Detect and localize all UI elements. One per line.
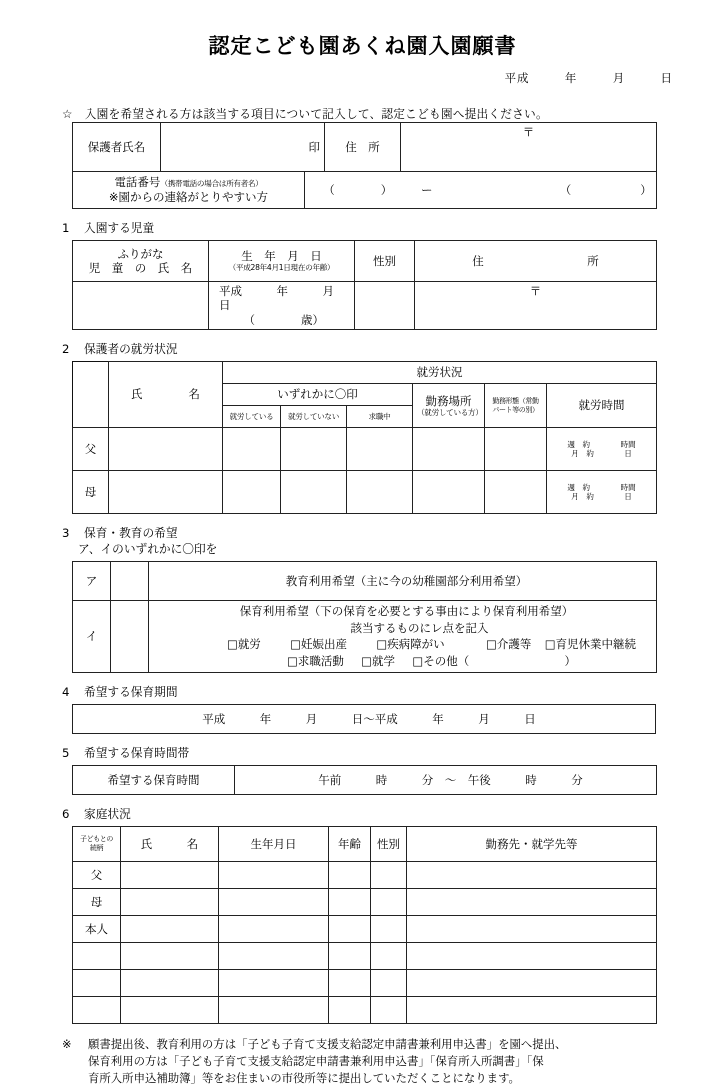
footer-note — [62, 1036, 725, 1087]
family-row-1-relation: 父 — [73, 861, 121, 888]
postal-mark-icon: 〒 — [522, 125, 535, 139]
date-day-label[interactable]: 日 — [660, 71, 673, 85]
section-3-number: 3 — [62, 526, 70, 541]
guardian-name-label: 保護者氏名 — [73, 123, 161, 172]
father-workplace-input[interactable] — [413, 428, 485, 471]
birthdate-note: （平成28年4月1日現在の年齢） — [228, 263, 335, 273]
note-line-3: 育所入所申込補助簿」等をお住まいの市役所等に提出していただくことになります。 — [88, 1071, 520, 1086]
mother-job-seeking-cell[interactable] — [347, 471, 413, 514]
table-row — [73, 704, 656, 733]
checkbox-nursing-care[interactable]: □介護等 — [486, 637, 532, 652]
mother-relation-label: 母 — [73, 471, 109, 514]
table-row — [73, 942, 657, 969]
star-icon: ☆ — [62, 107, 73, 121]
option-b-line-1: 保育利用希望（下の保育を必要とする事由により保育利用希望） — [239, 604, 574, 619]
table-row — [73, 996, 657, 1023]
family-row-2-workplace[interactable] — [407, 888, 657, 915]
family-row-5-age[interactable] — [329, 969, 371, 996]
table-row — [73, 826, 657, 861]
postal-mark-icon: 〒 — [529, 284, 542, 298]
care-hours-input[interactable]: 午前 時 分 〜 午後 時 分 — [235, 765, 657, 794]
family-birthdate-header: 生年月日 — [219, 826, 329, 861]
mother-work-hours-input[interactable] — [547, 471, 657, 514]
option-b-line-2: 該当するものにレ点を記入 — [350, 620, 489, 635]
family-row-1-workplace[interactable] — [407, 861, 657, 888]
family-row-1-gender[interactable] — [371, 861, 407, 888]
family-row-2-name[interactable] — [121, 888, 219, 915]
section-5-number: 5 — [62, 745, 70, 760]
family-row-1-name[interactable] — [121, 861, 219, 888]
birth-line-1: 平成 年 月 日 — [219, 284, 369, 313]
relation-header — [73, 362, 109, 428]
checkbox-schooling[interactable]: □就学 — [361, 654, 396, 669]
section-5-title: 希望する保育時間帯 — [84, 745, 190, 760]
section-2-heading — [62, 341, 725, 357]
child-address-input[interactable] — [415, 282, 657, 330]
option-a-mark-cell[interactable] — [111, 562, 149, 601]
mother-working-cell[interactable] — [223, 471, 281, 514]
table-row — [73, 282, 657, 330]
guardian-name-input[interactable] — [161, 123, 305, 172]
section-3-title: 保育・教育の希望 — [84, 526, 178, 541]
family-age-header: 年齢 — [329, 826, 371, 861]
family-row-3-age[interactable] — [329, 915, 371, 942]
checkbox-job-hunting[interactable]: □求職活動 — [286, 654, 344, 669]
family-row-4-name[interactable] — [121, 942, 219, 969]
family-row-4-birthdate[interactable] — [219, 942, 329, 969]
birthdate-label: 生 年 月 日 — [241, 249, 322, 264]
family-row-3-name[interactable] — [121, 915, 219, 942]
instruction-line — [62, 106, 725, 122]
family-row-4-workplace[interactable] — [407, 942, 657, 969]
father-hours-line-1: 週 約 時間 — [567, 439, 636, 449]
work-form-line-2: パート等の別） — [492, 405, 539, 414]
family-row-6-workplace[interactable] — [407, 996, 657, 1023]
section-4-title: 希望する保育期間 — [84, 684, 178, 699]
phone-label-main: 電話番号 — [114, 175, 161, 190]
father-job-seeking-cell[interactable] — [347, 428, 413, 471]
section-5-heading — [62, 745, 725, 761]
work-form-line-1: 勤務形態（常勤 — [492, 396, 539, 405]
workplace-header — [413, 384, 485, 428]
family-row-6-gender[interactable] — [371, 996, 407, 1023]
family-row-6-name[interactable] — [121, 996, 219, 1023]
family-row-4-relation[interactable] — [73, 942, 121, 969]
mother-workplace-input[interactable] — [413, 471, 485, 514]
job-seeking-header: 求職中 — [347, 406, 413, 428]
family-relation-header-line-2: 続柄 — [89, 843, 104, 852]
table-row — [73, 888, 657, 915]
section-1-heading — [62, 220, 725, 236]
table-row — [73, 765, 657, 794]
checkbox-illness-disability[interactable]: □疾病障がい — [376, 637, 445, 652]
note-line-2: 保育利用の方は「子ども子育て支援支給認定申請書兼利用申込書」「保育所入所調書」「保 — [88, 1053, 544, 1068]
work-name-header: 氏 名 — [109, 362, 223, 428]
checkbox-pregnancy[interactable]: □妊娠出産 — [290, 637, 347, 652]
working-header: 就労している — [223, 406, 281, 428]
child-birthdate-input[interactable] — [209, 282, 369, 330]
phone-input-cell[interactable] — [305, 172, 657, 209]
care-hours-table — [72, 765, 657, 795]
section-6-title: 家庭状況 — [84, 806, 131, 821]
family-relation-header — [73, 826, 121, 861]
family-row-6-birthdate[interactable] — [219, 996, 329, 1023]
address-header: 住 所 — [415, 241, 657, 282]
checkbox-other[interactable]: □その他（ — [412, 654, 470, 669]
child-table — [72, 240, 657, 330]
section-4-heading — [62, 684, 725, 700]
family-row-6-age[interactable] — [329, 996, 371, 1023]
work-hours-header: 就労時間 — [547, 384, 657, 428]
father-work-hours-input[interactable] — [547, 428, 657, 471]
family-row-6-relation[interactable] — [73, 996, 121, 1023]
family-row-5-birthdate[interactable] — [219, 969, 329, 996]
section-2-number: 2 — [62, 342, 70, 357]
section-1-number: 1 — [62, 221, 70, 235]
table-row — [73, 241, 657, 282]
option-b-mark-cell[interactable] — [111, 601, 149, 673]
birth-line-2: （ 歳） — [243, 312, 324, 327]
phone-label-row — [77, 175, 300, 190]
section-1-title: 入園する児童 — [84, 221, 155, 235]
table-row — [73, 428, 657, 471]
father-hours-line-2: 月 約 日 — [571, 449, 632, 459]
care-period-input[interactable]: 平成 年 月 日〜平成 年 月 日 — [73, 704, 656, 733]
date-era: 平成 — [504, 71, 530, 85]
work-status-table — [72, 361, 657, 514]
family-row-4-age[interactable] — [329, 942, 371, 969]
mother-hours-line-1: 週 約 時間 — [567, 482, 636, 492]
care-hope-table — [72, 561, 657, 673]
family-row-3-birthdate[interactable] — [219, 915, 329, 942]
father-relation-label: 父 — [73, 428, 109, 471]
father-not-working-cell[interactable] — [281, 428, 347, 471]
table-row — [73, 969, 657, 996]
table-row — [73, 861, 657, 888]
table-row — [73, 362, 657, 384]
work-status-header: 就労状況 — [223, 362, 657, 384]
table-row — [73, 601, 657, 673]
note-body — [88, 1036, 648, 1087]
care-period-table — [72, 704, 656, 734]
family-row-5-gender[interactable] — [371, 969, 407, 996]
child-name-label: 児 童 の 氏 名 — [88, 261, 193, 275]
guardian-table — [72, 122, 657, 209]
family-row-3-relation: 本人 — [73, 915, 121, 942]
section-3-heading — [62, 525, 725, 541]
furigana-label: ふりがな — [117, 246, 164, 261]
family-row-3-workplace[interactable] — [407, 915, 657, 942]
birthdate-header — [209, 241, 355, 282]
seal-label: 印 — [305, 123, 325, 172]
date-year-label[interactable]: 年 — [564, 71, 578, 85]
option-a-text: 教育利用希望（主に今の幼稚園部分利用希望） — [149, 562, 657, 601]
workplace-note: （就労している方） — [417, 408, 483, 418]
section-4-number: 4 — [62, 684, 70, 699]
mother-not-working-cell[interactable] — [281, 471, 347, 514]
phone-label-note: （携帯電話の場合は所有者名） — [160, 179, 263, 189]
table-row — [73, 562, 657, 601]
mother-work-form-input[interactable] — [485, 471, 547, 514]
family-row-2-age[interactable] — [329, 888, 371, 915]
family-row-2-gender[interactable] — [371, 888, 407, 915]
option-b-index: イ — [73, 601, 111, 673]
family-row-4-gender[interactable] — [371, 942, 407, 969]
note-line-1: 願書提出後、教育利用の方は「子ども子育て支援支給認定申請書兼利用申込書」を園へ提出、 — [88, 1036, 567, 1051]
table-row — [73, 915, 657, 942]
date-line — [0, 70, 673, 86]
instruction-text: 入園を希望される方は該当する項目について記入して、認定こども園へ提出ください。 — [84, 107, 548, 121]
table-row — [73, 123, 657, 172]
address-input[interactable] — [401, 123, 657, 172]
family-row-1-birthdate[interactable] — [219, 861, 329, 888]
family-row-1-age[interactable] — [329, 861, 371, 888]
checkbox-childcare-leave[interactable]: □育児休業中継続 — [544, 637, 637, 652]
family-row-2-relation: 母 — [73, 888, 121, 915]
phone-value-1: （ ） ー — [323, 182, 433, 197]
option-b-content — [149, 601, 657, 673]
family-row-5-name[interactable] — [121, 969, 219, 996]
family-row-3-gender[interactable] — [371, 915, 407, 942]
workplace-label: 勤務場所 — [425, 393, 472, 408]
father-work-form-input[interactable] — [485, 428, 547, 471]
page-title: 認定こども園あくね園入園願書 — [208, 34, 517, 58]
family-row-5-relation[interactable] — [73, 969, 121, 996]
checkbox-row-2 — [161, 653, 652, 670]
phone-label-cell — [73, 172, 305, 209]
family-workplace-header: 勤務先・就学先等 — [407, 826, 657, 861]
address-label: 住 所 — [325, 123, 401, 172]
date-month-label[interactable]: 月 — [612, 71, 626, 85]
not-working-header: 就労していない — [281, 406, 347, 428]
option-a-index: ア — [73, 562, 111, 601]
circle-one-header: いずれかに〇印 — [223, 384, 413, 406]
section-2-title: 保護者の就労状況 — [84, 342, 178, 357]
gender-header: 性別 — [355, 241, 415, 282]
father-name-input[interactable] — [109, 428, 223, 471]
section-6-number: 6 — [62, 806, 70, 821]
checkbox-other-close: ） — [564, 654, 577, 669]
note-mark-icon: ※ — [62, 1036, 72, 1051]
child-name-header — [73, 241, 209, 282]
mother-hours-line-2: 月 約 日 — [571, 492, 632, 502]
child-name-input[interactable] — [73, 282, 209, 330]
family-row-5-workplace[interactable] — [407, 969, 657, 996]
work-form-header — [485, 384, 547, 428]
checkbox-row-1 — [161, 636, 652, 653]
care-hours-label: 希望する保育時間 — [73, 765, 235, 794]
phone-value-2: （ ） — [559, 182, 652, 197]
table-row — [73, 471, 657, 514]
family-name-header: 氏 名 — [121, 826, 219, 861]
family-row-2-birthdate[interactable] — [219, 888, 329, 915]
family-table — [72, 826, 657, 1024]
section-6-heading — [62, 806, 725, 822]
family-gender-header: 性別 — [371, 826, 407, 861]
mother-name-input[interactable] — [109, 471, 223, 514]
section-3-subtitle: ア、イのいずれかに〇印を — [78, 542, 218, 557]
phone-label-sub: ※園からの連絡がとりやすい方 — [108, 190, 269, 204]
table-row — [73, 172, 657, 209]
father-working-cell[interactable] — [223, 428, 281, 471]
checkbox-employment[interactable]: □就労 — [226, 637, 261, 652]
family-relation-header-line-1: 子どもとの — [80, 835, 113, 844]
